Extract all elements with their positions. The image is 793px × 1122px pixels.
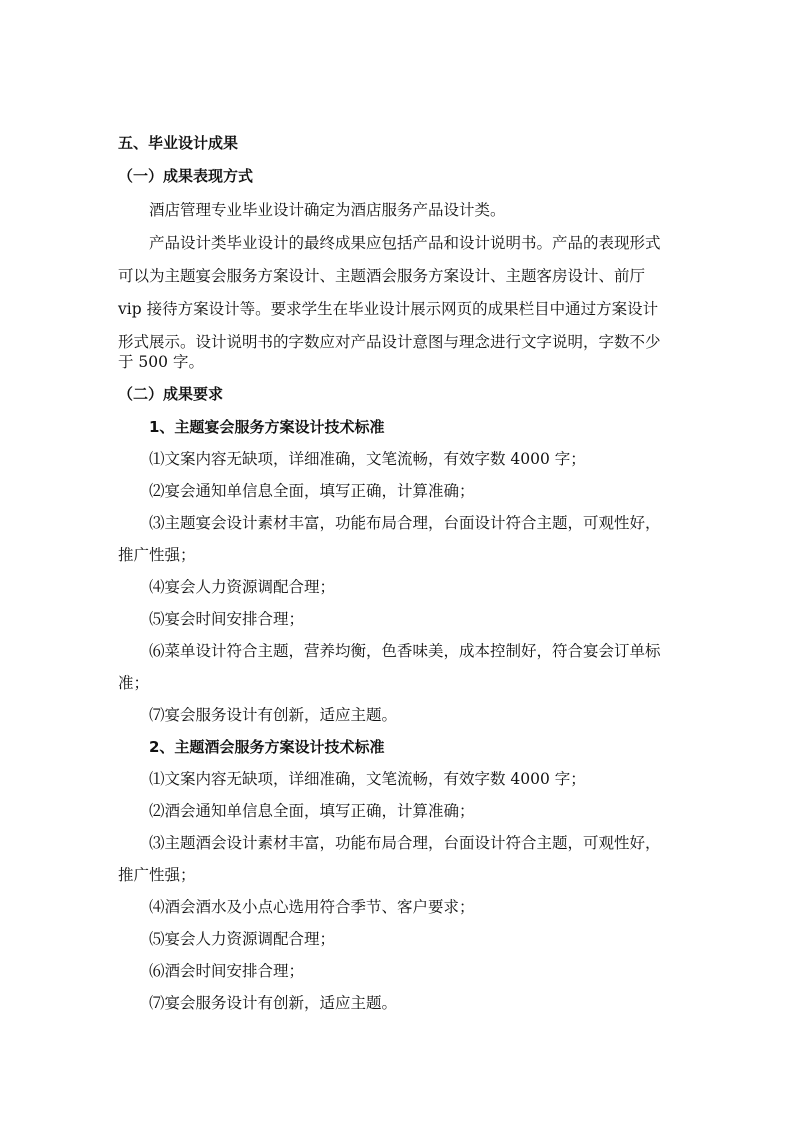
list-item: ⑹酒会时间安排合理； — [149, 962, 305, 980]
list-item: ⑷宴会人力资源调配合理； — [149, 578, 336, 596]
list-item: 推广性强； — [118, 546, 196, 564]
standard-title-1: 1、主题宴会服务方案设计技术标准 — [149, 418, 385, 436]
subsection-title-1: （一）成果表现方式 — [118, 167, 254, 185]
paragraph-line: 可以为主题宴会服务方案设计、主题酒会服务方案设计、主题客房设计、前厅 — [118, 267, 646, 285]
paragraph-line: 产品设计类毕业设计的最终成果应包括产品和设计说明书。产品的表现形式 — [149, 234, 661, 252]
list-item: ⑶主题宴会设计素材丰富，功能布局合理，台面设计符合主题，可观性好， — [149, 514, 661, 532]
list-item: ⑺宴会服务设计有创新，适应主题。 — [149, 706, 398, 724]
standard-title-2: 2、主题酒会服务方案设计技术标准 — [149, 738, 385, 756]
list-item: 准； — [118, 674, 150, 692]
paragraph-line: 形式展示。设计说明书的字数应对产品设计意图与理念进行文字说明，字数不少 — [118, 333, 661, 351]
paragraph-line: 于 500 字。 — [118, 353, 204, 371]
list-item: ⑶主题酒会设计素材丰富，功能布局合理，台面设计符合主题，可观性好， — [149, 834, 661, 852]
list-item: ⑸宴会时间安排合理； — [149, 610, 305, 628]
paragraph-line: vip 接待方案设计等。要求学生在毕业设计展示网页的成果栏目中通过方案设计 — [118, 300, 659, 318]
list-item: ⑹菜单设计符合主题，营养均衡，色香味美，成本控制好，符合宴会订单标 — [149, 642, 661, 660]
list-item: ⑵宴会通知单信息全面，填写正确，计算准确； — [149, 482, 475, 500]
list-item: ⑸宴会人力资源调配合理； — [149, 930, 336, 948]
list-item: ⑺宴会服务设计有创新，适应主题。 — [149, 994, 398, 1012]
list-item: 推广性强； — [118, 866, 196, 884]
list-item: ⑴文案内容无缺项，详细准确，文笔流畅，有效字数 4000 字； — [149, 450, 586, 468]
paragraph-line: 酒店管理专业毕业设计确定为酒店服务产品设计类。 — [149, 201, 506, 219]
list-item: ⑵酒会通知单信息全面，填写正确，计算准确； — [149, 802, 475, 820]
subsection-title-2: （二）成果要求 — [118, 385, 224, 403]
list-item: ⑷酒会酒水及小点心选用符合季节、客户要求； — [149, 898, 475, 916]
list-item: ⑴文案内容无缺项，详细准确，文笔流畅，有效字数 4000 字； — [149, 770, 586, 788]
section-title: 五、毕业设计成果 — [118, 134, 239, 152]
